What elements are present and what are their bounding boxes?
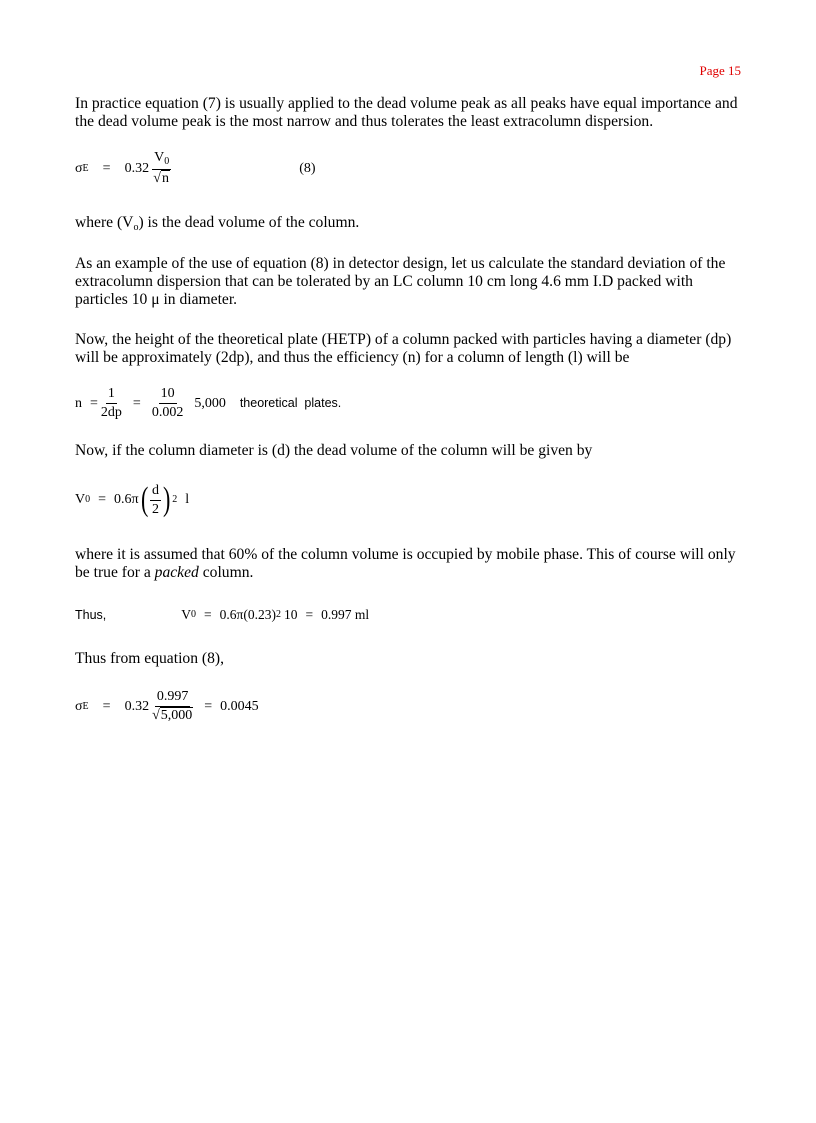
equation-label: (8)	[299, 160, 316, 176]
paragraph-hetp: Now, the height of the theoretical plate (HETP) of a column packed with particles having a diameter (dp) will be approximately (2dp), and thus the efficiency (n) for a column of length (l) will be	[75, 331, 732, 366]
fraction	[152, 690, 193, 723]
equation-thus	[75, 608, 369, 622]
volume-subscript: 0	[85, 494, 91, 505]
emphasis-packed: packed	[154, 564, 199, 581]
volume-result: 0.997 ml	[321, 607, 370, 622]
plates-lhs: n	[75, 395, 82, 411]
coefficient: 0.6π	[114, 492, 139, 507]
paragraph-dead-volume-intro: In practice equation (7) is usually applied to the dead volume peak as all peaks have equal importance and the dead volume peak is the most narrow and thus tolerates the least extracolumn dispersion.	[75, 95, 738, 130]
plates-result: 5,000	[194, 395, 226, 411]
left-paren: (	[140, 481, 148, 518]
thus-label: Thus,	[75, 607, 107, 622]
equals-sign: =	[204, 607, 212, 622]
square-root: √5,000	[152, 708, 193, 723]
numerator: 0.997	[155, 690, 191, 707]
equals-sign-2: =	[305, 607, 314, 622]
numerator-subscript: 0	[164, 156, 170, 167]
paragraph-column-diameter: Now, if the column diameter is (d) the dead volume of the column will be given by	[75, 442, 593, 459]
plates-words: theoretical plates.	[239, 396, 342, 411]
fraction-2	[152, 387, 184, 420]
expression: 0.6π(0.23)	[219, 607, 276, 622]
denominator: n	[161, 171, 169, 186]
subscript-o: o	[133, 222, 139, 233]
denominator: 2dp	[100, 405, 122, 420]
length-symbol: l	[185, 492, 190, 507]
sigma-subscript: E	[82, 700, 89, 712]
fraction	[152, 151, 171, 186]
paragraph-example: As an example of the use of equation (8) in detector design, let us calculate the standard deviation of the extracolumn dispersion that can be tolerated by an LC column 10 cm long 4.6 mm I.D packed with particles 10 μ in diameter.	[75, 255, 726, 308]
numerator: 10	[159, 387, 177, 404]
final-result: 0.0045	[220, 698, 259, 714]
equation-final	[75, 690, 259, 723]
equation-dead-volume	[75, 483, 189, 517]
fraction	[150, 484, 161, 517]
equals-sign: =	[102, 698, 111, 714]
square-root: √n	[153, 171, 169, 186]
paragraph-assumption: where it is assumed that 60% of the column volume is occupied by mobile phase. This of course will only be true for a packed column.	[75, 546, 736, 581]
equals-sign: =	[98, 492, 107, 507]
equals-sign-2: =	[204, 698, 213, 714]
fraction-1	[101, 387, 122, 420]
coefficient: 0.32	[124, 698, 150, 714]
numerator: d	[150, 484, 161, 501]
page-number: Page 15	[699, 63, 741, 78]
equals-sign: =	[90, 395, 98, 411]
coefficient: 0.32	[124, 160, 150, 176]
volume-subscript: 0	[191, 608, 197, 620]
paragraph-thus-from-equation: Thus from equation (8),	[75, 650, 224, 667]
numerator: 1	[106, 387, 117, 404]
exponent: 2	[172, 494, 178, 505]
sigma-subscript: E	[82, 162, 89, 174]
equals-sign: =	[102, 160, 111, 176]
length-value: 10	[283, 607, 298, 622]
sigma-symbol: σ	[75, 698, 83, 714]
right-paren: )	[162, 481, 171, 518]
sigma-symbol: σ	[75, 160, 83, 176]
volume-lhs: V	[75, 492, 86, 507]
equation-8	[75, 151, 316, 186]
paragraph-dead-volume-definition: where $(V_o)$ is the dead volume of the column.	[75, 214, 360, 233]
denominator: 5,000	[160, 708, 193, 723]
denominator: 0.002	[151, 405, 184, 420]
equals-sign-2: =	[132, 395, 141, 411]
equation-plates	[75, 387, 341, 420]
denominator: 2	[151, 501, 159, 517]
exponent: 2	[275, 608, 281, 620]
numerator: V	[154, 150, 165, 165]
volume-lhs: V	[181, 607, 192, 622]
